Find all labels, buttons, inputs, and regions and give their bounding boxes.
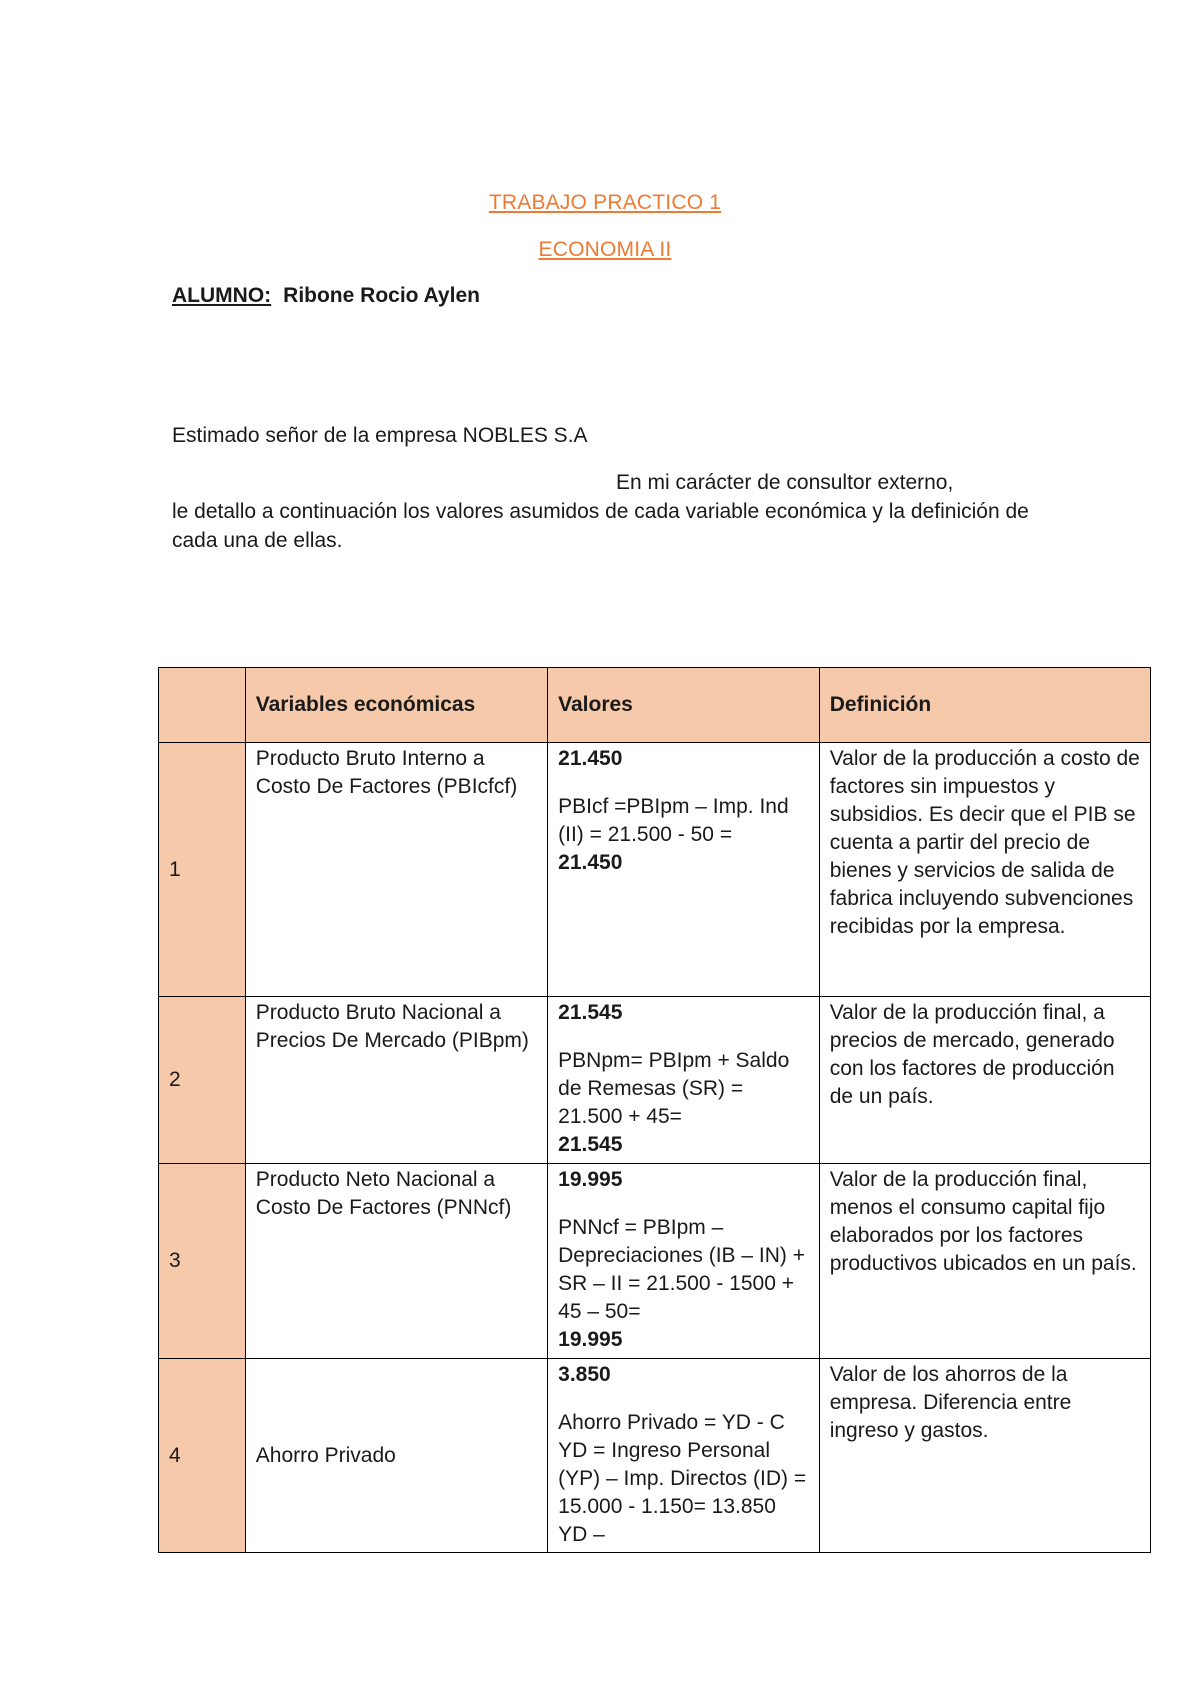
value-formula: PBIcf =PBIpm – Imp. Ind (II) = 21.500 - 50 = (558, 795, 789, 846)
value-amount: 3.850 (558, 1363, 611, 1386)
variable-name: Producto Bruto Interno a Costo De Factores (PBIcfcf) (245, 743, 547, 997)
document-subtitle: ECONOMIA II (538, 238, 672, 261)
value-formula: PBNpm= PBIpm + Saldo de Remesas (SR) = 21.500 + 45= (558, 1049, 790, 1128)
value-result: 21.450 (558, 851, 623, 874)
table-row (159, 743, 1151, 997)
intro-line-1: En mi carácter de consultor externo, (616, 471, 954, 494)
student-name: Ribone Rocio Aylen (283, 284, 480, 307)
student-line (172, 284, 480, 308)
variable-name: Ahorro Privado (245, 1359, 547, 1553)
economic-variables-table (158, 667, 1151, 1553)
row-number: 3 (159, 1164, 246, 1359)
value-result: 19.995 (558, 1328, 623, 1351)
value-formula: PNNcf = PBIpm – Depreciaciones (IB – IN) + SR – II = 21.500 - 1500 + 45 – 50= (558, 1216, 805, 1323)
header-cell-number (159, 668, 246, 743)
value-formula: Ahorro Privado = YD - C YD = Ingreso Personal (YP) – Imp. Directos (ID) = 15.000 - 1.150= 13.850 YD – (558, 1411, 807, 1546)
document-title: TRABAJO PRACTICO 1 (488, 191, 722, 214)
definition-cell: Valor de la producción final, a precios de mercado, generado con los factores de producción de un país. (819, 997, 1150, 1164)
intro-paragraph (172, 468, 1052, 555)
value-result: 21.545 (558, 1133, 623, 1156)
value-amount: 21.450 (558, 747, 623, 770)
value-cell (548, 1164, 820, 1359)
variable-name: Producto Neto Nacional a Costo De Factores (PNNcf) (245, 1164, 547, 1359)
value-cell (548, 743, 820, 997)
table-header-row (159, 668, 1151, 743)
definition-cell: Valor de los ahorros de la empresa. Diferencia entre ingreso y gastos. (819, 1359, 1150, 1553)
value-cell (548, 1359, 820, 1553)
value-cell (548, 997, 820, 1164)
variable-name: Producto Bruto Nacional a Precios De Mercado (PIBpm) (245, 997, 547, 1164)
row-number: 2 (159, 997, 246, 1164)
table-row (159, 997, 1151, 1164)
header-cell-definition: Definición (819, 668, 1150, 743)
student-label: ALUMNO: (172, 284, 272, 307)
row-number: 1 (159, 743, 246, 997)
definition-cell: Valor de la producción a costo de factores sin impuestos y subsidios. Es decir que el PIB se cuenta a partir del precio de bienes y servicios de salida de fabrica incluyendo subvenciones recibidas por la empresa. (819, 743, 1150, 997)
definition-cell: Valor de la producción final, menos el consumo capital fijo elaborados por los factores productivos ubicados en un país. (819, 1164, 1150, 1359)
table-row (159, 1359, 1151, 1553)
row-number: 4 (159, 1359, 246, 1553)
value-amount: 21.545 (558, 1001, 623, 1024)
table-row (159, 1164, 1151, 1359)
greeting: Estimado señor de la empresa NOBLES S.A (172, 424, 588, 447)
value-amount: 19.995 (558, 1168, 623, 1191)
intro-line-2: le detallo a continuación los valores asumidos de cada variable económica y la definición de cada una de ellas. (172, 500, 1029, 552)
header-cell-values: Valores (548, 668, 820, 743)
header-cell-variables: Variables económicas (245, 668, 547, 743)
